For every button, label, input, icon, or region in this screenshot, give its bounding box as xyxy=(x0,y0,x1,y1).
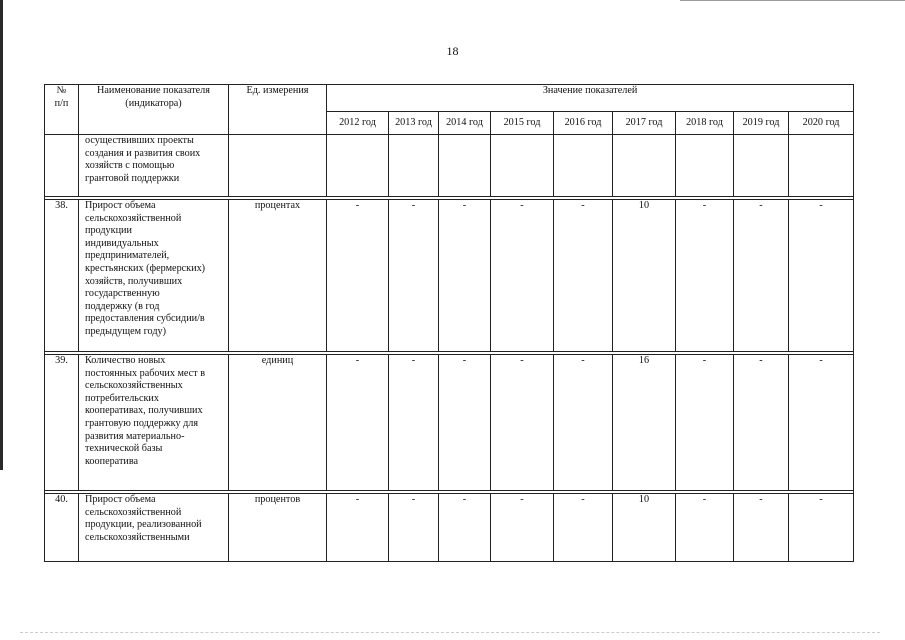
row-name: Количество новых постоянных рабочих мест в сельскохозяйственных потребительских кооперативах, получивших грантовую поддержку для развития материально- технической базы кооператива xyxy=(79,355,229,491)
row-unit: процентах xyxy=(229,200,327,352)
row-value xyxy=(734,135,789,197)
scan-edge-top xyxy=(680,0,905,1)
page-number: 18 xyxy=(446,44,459,58)
header-row-top xyxy=(45,85,854,112)
header-year: 2016 год xyxy=(554,112,613,135)
row-value: - xyxy=(554,355,613,491)
row-value: - xyxy=(676,494,734,562)
row-value: - xyxy=(491,200,554,352)
row-value xyxy=(789,135,854,197)
row-value xyxy=(613,135,676,197)
row-value: - xyxy=(389,494,439,562)
scan-edge-left xyxy=(0,0,3,470)
row-value: - xyxy=(389,355,439,491)
header-year: 2012 год xyxy=(327,112,389,135)
header-unit: Ед. измерения xyxy=(229,85,327,135)
table-row xyxy=(45,135,854,197)
row-value: - xyxy=(554,200,613,352)
row-value: 16 xyxy=(613,355,676,491)
row-value: - xyxy=(789,200,854,352)
row-value xyxy=(389,135,439,197)
header-year: 2017 год xyxy=(613,112,676,135)
row-unit: процентов xyxy=(229,494,327,562)
header-year: 2020 год xyxy=(789,112,854,135)
row-value: - xyxy=(676,355,734,491)
header-num: № п/п xyxy=(45,85,79,135)
row-value xyxy=(439,135,491,197)
row-num: 39. xyxy=(45,355,79,491)
row-value: - xyxy=(789,494,854,562)
header-year: 2014 год xyxy=(439,112,491,135)
row-value: - xyxy=(491,494,554,562)
row-value xyxy=(554,135,613,197)
table-row xyxy=(45,355,854,491)
row-value xyxy=(327,135,389,197)
row-value: - xyxy=(554,494,613,562)
row-value: 10 xyxy=(613,200,676,352)
row-value: - xyxy=(327,494,389,562)
row-value xyxy=(676,135,734,197)
row-value: - xyxy=(439,494,491,562)
header-values-group: Значение показателей xyxy=(327,85,854,112)
row-value: - xyxy=(734,355,789,491)
row-value xyxy=(491,135,554,197)
row-value: - xyxy=(734,200,789,352)
row-value: - xyxy=(439,200,491,352)
row-value: - xyxy=(389,200,439,352)
indicators-table xyxy=(44,84,854,562)
row-num: 40. xyxy=(45,494,79,562)
header-year: 2018 год xyxy=(676,112,734,135)
table-row xyxy=(45,200,854,352)
row-value: - xyxy=(491,355,554,491)
row-name: Прирост объема сельскохозяйственной продукции, реализованной сельскохозяйственными xyxy=(79,494,229,562)
table-row xyxy=(45,494,854,562)
row-value: 10 xyxy=(613,494,676,562)
row-value: - xyxy=(327,355,389,491)
header-year: 2019 год xyxy=(734,112,789,135)
row-num: 38. xyxy=(45,200,79,352)
header-year: 2015 год xyxy=(491,112,554,135)
row-name: осуществивших проекты создания и развития своих хозяйств с помощью грантовой поддержки xyxy=(79,135,229,197)
row-unit: единиц xyxy=(229,355,327,491)
row-value: - xyxy=(789,355,854,491)
scan-edge-bottom xyxy=(20,632,880,634)
row-name: Прирост объема сельскохозяйственной продукции индивидуальных предпринимателей, крестьянских (фермерских) хозяйств, получивших государственную поддержку (в год предоставления субсидии/в предыдущем году) xyxy=(79,200,229,352)
header-year: 2013 год xyxy=(389,112,439,135)
header-name: Наименование показателя (индикатора) xyxy=(79,85,229,135)
row-unit xyxy=(229,135,327,197)
row-value: - xyxy=(327,200,389,352)
row-value: - xyxy=(676,200,734,352)
row-num xyxy=(45,135,79,197)
row-value: - xyxy=(439,355,491,491)
row-value: - xyxy=(734,494,789,562)
